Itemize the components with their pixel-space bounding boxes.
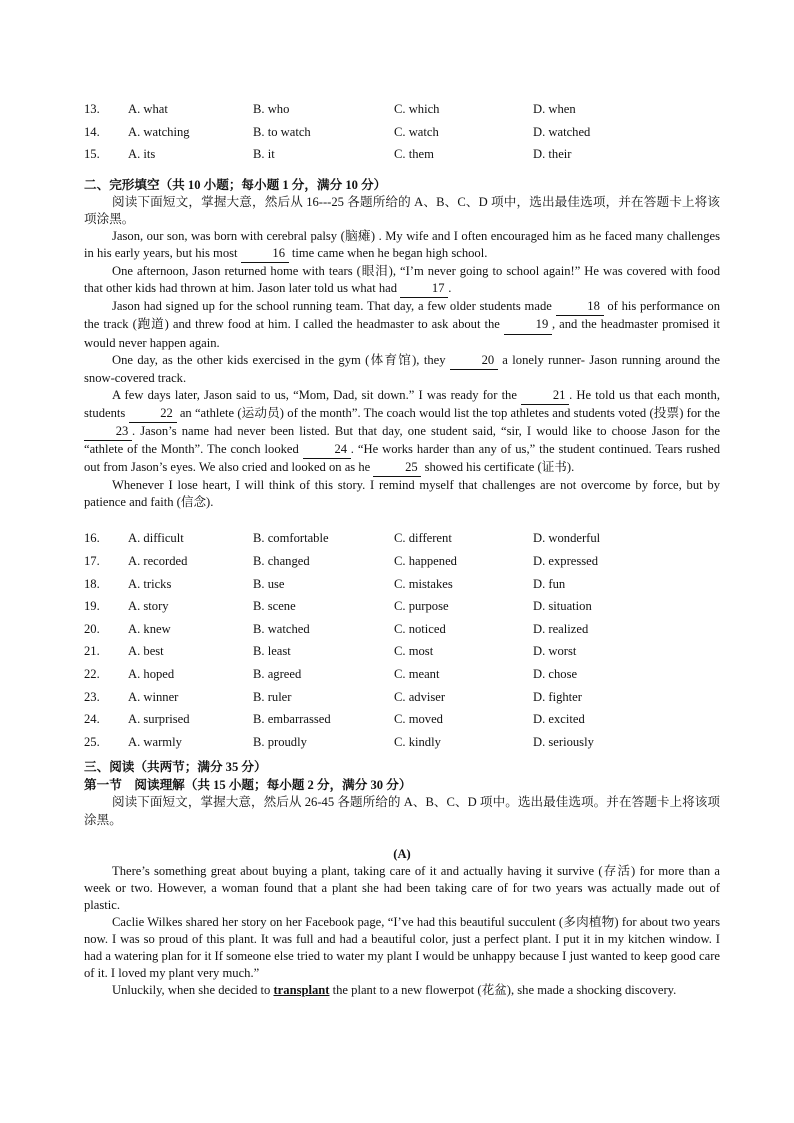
option-b: B. it — [253, 147, 275, 162]
option-c: C. watch — [394, 124, 439, 139]
section-2-heading: 二、完形填空（共 10 小题；每小题 1 分，满分 10 分） — [84, 177, 387, 192]
option-b: B. comfortable — [253, 531, 329, 546]
option-b: B. who — [253, 102, 290, 116]
option-row — [84, 663, 720, 686]
option-a: A. hoped — [128, 667, 175, 682]
question-number: 23. — [84, 689, 100, 704]
option-d: D. fun — [533, 576, 566, 591]
option-row — [84, 143, 720, 166]
option-a: A. tricks — [128, 576, 172, 591]
option-b: B. least — [253, 644, 291, 659]
option-d: D. when — [533, 102, 576, 116]
option-b: B. scene — [253, 599, 296, 614]
option-d: D. realized — [533, 621, 589, 636]
passage-paragraph: One afternoon, Jason returned home with tears (眼泪), “I’m never going to school again!” He was covered with food that other kids had thrown at him. Jason later told us what had 17 . — [84, 263, 720, 298]
option-a: A. watching — [128, 124, 190, 139]
option-a: A. surprised — [128, 712, 190, 727]
section-2-instructions: 阅读下面短文，掌握大意，然后从 16---25 各题所给的 A、B、C、D 项中，选出最佳选项，并在答题卡上将该项涂黑。 — [84, 194, 720, 226]
blank-17: 17 — [400, 280, 448, 298]
option-d: D. seriously — [533, 734, 594, 749]
option-c: C. adviser — [394, 689, 446, 704]
section-3-heading: 三、阅读（共两节；满分 35 分） — [84, 760, 267, 775]
option-row — [84, 731, 720, 754]
question-number: 14. — [84, 124, 100, 139]
option-c: C. which — [394, 102, 440, 116]
blank-20: 20 — [450, 352, 498, 370]
option-b: B. embarrassed — [253, 712, 331, 727]
question-number: 17. — [84, 554, 100, 569]
option-a: A. best — [128, 644, 164, 659]
option-d: D. their — [533, 147, 572, 162]
option-b: B. changed — [253, 554, 310, 569]
question-number: 22. — [84, 667, 100, 682]
passage-a-label: (A) — [393, 846, 411, 861]
option-row — [84, 640, 720, 663]
question-number: 15. — [84, 147, 100, 162]
option-a: A. story — [128, 599, 169, 614]
option-row — [84, 573, 720, 596]
option-b: B. use — [253, 576, 285, 591]
passage-paragraph: Jason, our son, was born with cerebral palsy (脑瘫) . My wife and I often encouraged him as he faced many challenges in his early years, but his most 16 time came when he began high school. — [84, 228, 720, 263]
passage-paragraph: A few days later, Jason said to us, “Mom, Dad, sit down.” I was ready for the 21 . He told us that each month, students 22 an “athlete (运动员) of the month”. The coach would list the top athletes and students voted (投票) for the 23 . Jason’s name had never been listed. But that day, one student said, “sir, I would like to choose Jason for the “athlete of the Month”. The conch looked 24 . “He works harder than any of us,” the student continued. Tears rushed out from Jason’s eyes. We also cried and looked on as he 25 showed his certificate (证书). — [84, 387, 720, 477]
option-row — [84, 686, 720, 709]
option-c: C. most — [394, 644, 434, 659]
blank-22: 22 — [129, 405, 177, 423]
option-d: D. chose — [533, 667, 578, 682]
option-row — [84, 550, 720, 573]
option-b: B. to watch — [253, 124, 311, 139]
exam-page — [84, 98, 720, 999]
option-a: A. its — [128, 147, 156, 162]
reading-paragraph: Unluckily, when she decided to transplant the plant to a new flowerpot (花盆), she made a shocking discovery. — [112, 983, 677, 998]
option-c: C. different — [394, 531, 452, 546]
option-c: C. meant — [394, 667, 440, 682]
option-c: C. mistakes — [394, 576, 453, 591]
passage-paragraph: Jason had signed up for the school running team. That day, a few older students made 18 of his performance on the track (跑道) and threw food at him. I called the headmaster to ask about the 19 , and the headmaster promised it would never happen again. — [84, 299, 721, 350]
blank-24: 24 — [303, 441, 351, 459]
option-d: D. fighter — [533, 689, 582, 704]
option-row — [84, 121, 720, 144]
option-c: C. moved — [394, 712, 443, 727]
option-row — [84, 595, 720, 618]
question-number: 18. — [84, 576, 100, 591]
option-d: D. excited — [533, 712, 585, 727]
option-b: B. agreed — [253, 667, 302, 682]
reading-paragraph: Caclie Wilkes shared her story on her Facebook page, “I’ve had this beautiful succulent (多肉植物) for about two years now. I was so proud of this plant. It was full and had a beautiful color, just a perfect plant. I put it in my kitchen window. I had a watering plan for it If someone else tried to water my plant I would be unhappy because I just wanted to keep good care of it. I loved my plant very much.” — [84, 914, 720, 981]
option-c: C. kindly — [394, 734, 441, 749]
option-a: A. what — [128, 102, 168, 116]
option-row — [84, 708, 720, 731]
option-a: A. winner — [128, 689, 179, 704]
question-number: 20. — [84, 621, 100, 636]
question-number: 25. — [84, 734, 100, 749]
option-a: A. warmly — [128, 734, 182, 749]
options-16-25 — [84, 527, 720, 753]
passage-paragraph: One day, as the other kids exercised in the gym (体育馆), they 20 a lonely runner- Jason running around the snow-covered track. — [84, 352, 720, 385]
question-number: 19. — [84, 599, 100, 614]
option-d: D. expressed — [533, 554, 599, 569]
section-3-subheading: 第一节 阅读理解（共 15 小题；每小题 2 分，满分 30 分） — [84, 778, 412, 793]
option-d: D. wonderful — [533, 531, 601, 546]
blank-19: 19 — [504, 316, 552, 334]
question-number: 24. — [84, 712, 100, 727]
blank-21: 21 — [521, 387, 569, 405]
option-c: C. them — [394, 147, 434, 162]
option-b: B. proudly — [253, 734, 307, 749]
option-d: D. worst — [533, 644, 577, 659]
options-13-15 — [84, 98, 720, 166]
question-number: 21. — [84, 644, 100, 659]
key-word-transplant: transplant — [273, 983, 330, 998]
option-c: C. happened — [394, 554, 457, 569]
blank-25: 25 — [373, 459, 421, 477]
question-number: 13. — [84, 102, 100, 116]
question-number: 16. — [84, 531, 100, 546]
option-b: B. watched — [253, 621, 310, 636]
option-a: A. knew — [128, 621, 171, 636]
section-3-instructions: 阅读下面短文，掌握大意，然后从 26-45 各题所给的 A、B、C、D 项中。选出最佳选项。并在答题卡上将该项涂黑。 — [84, 795, 720, 827]
option-c: C. purpose — [394, 599, 449, 614]
blank-23: 23 — [84, 423, 132, 441]
blank-18: 18 — [556, 298, 604, 316]
passage-paragraph: Whenever I lose heart, I will think of this story. I remind myself that challenges are not overcome by force, but by patience and faith (信念). — [84, 478, 720, 510]
option-row — [84, 618, 720, 641]
blank-16: 16 — [241, 245, 289, 263]
reading-paragraph: There’s something great about buying a plant, taking care of it and actually having it survive (存活) for more than a week or two. However, a woman found that a plant she had been taking care of for two years was actually made out of plastic. — [84, 863, 720, 912]
option-b: B. ruler — [253, 689, 292, 704]
option-a: A. difficult — [128, 531, 184, 546]
option-row — [84, 98, 720, 121]
option-a: A. recorded — [128, 554, 188, 569]
option-d: D. watched — [533, 124, 591, 139]
option-d: D. situation — [533, 599, 592, 614]
option-row — [84, 527, 720, 550]
option-c: C. noticed — [394, 621, 446, 636]
